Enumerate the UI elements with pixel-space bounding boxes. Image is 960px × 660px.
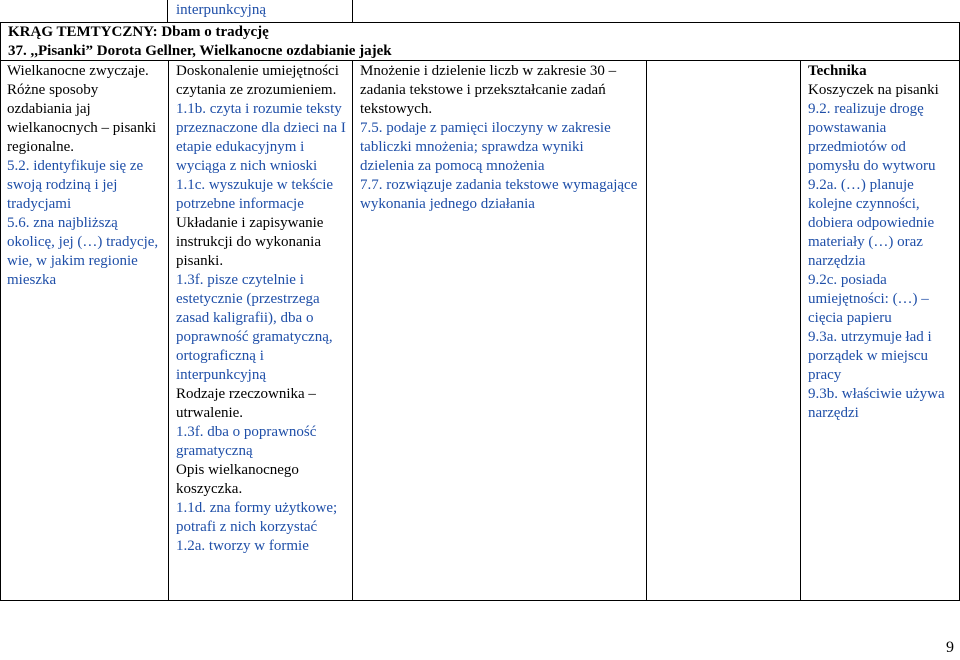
lesson-table	[0, 60, 960, 601]
cell-paragraph: Układanie i zapisywanie instrukcji do wykonania pisanki.	[176, 215, 324, 269]
cell-paragraph: Opis wielkanocnego koszyczka.	[176, 462, 299, 497]
page-number: 9	[946, 639, 954, 656]
cell-paragraph: Rodzaje rzeczownika – utrwalenie.	[176, 386, 316, 421]
column-technology	[800, 61, 960, 600]
cell-paragraph: 5.6. zna najbliższą okolicę, jej (…) tradycje, wie, w jakim regionie mieszka	[7, 215, 159, 288]
continuation-text: interpunkcyjną	[176, 2, 266, 18]
cell-paragraph: 9.3a. utrzymuje ład i porządek w miejscu pracy	[808, 329, 932, 383]
cell-paragraph: 7.5. podaje z pamięci iloczyny w zakresie tabliczki mnożenia; sprawdza wyniki dzielenia za pomocą mnożenia	[360, 120, 611, 174]
cell-paragraph: Doskonalenie umiejętności czytania ze zrozumieniem.	[176, 63, 339, 98]
cell-paragraph: 9.3b. właściwie używa narzędzi	[808, 386, 945, 421]
cell-paragraph: 1.3f. pisze czytelnie i estetycznie (przestrzega zasad kaligrafii), dba o poprawność gramatyczną, ortograficzną i interpunkcyjną	[176, 272, 333, 383]
column-social-education	[0, 61, 168, 600]
lesson-title: 37. ,,Pisanki” Dorota Gellner, Wielkanocne ozdabianie jajek	[8, 43, 392, 59]
cell-paragraph: 9.2a. (…) planuje kolejne czynności, dobiera odpowiednie materiały (…) oraz narzędzia	[808, 177, 935, 269]
column-mathematics	[352, 61, 646, 600]
cell-paragraph: 9.2c. posiada umiejętności: (…) – cięcia papieru	[808, 272, 929, 326]
theme-title: KRĄG TEMTYCZNY: Dbam o tradycję	[8, 24, 269, 40]
cell-paragraph: 1.2a. tworzy w formie	[176, 538, 309, 554]
column-empty	[646, 61, 800, 600]
cell-paragraph: 7.7. rozwiązuje zadania tekstowe wymagające wykonania jednego działania	[360, 177, 638, 212]
cell-paragraph: Technika	[808, 63, 867, 79]
cell-paragraph: 9.2. realizuje drogę powstawania przedmiotów od pomysłu do wytworu	[808, 101, 936, 174]
cell-paragraph: 1.1c. wyszukuje w tekście potrzebne informacje	[176, 177, 334, 212]
continuation-cell	[167, 0, 353, 22]
cell-paragraph: Wielkanocne zwyczaje.	[7, 63, 149, 79]
cell-paragraph: Mnożenie i dzielenie liczb w zakresie 30 – zadania tekstowe i przekształcanie zadań tekstowych.	[360, 63, 617, 117]
cell-paragraph: 1.1d. zna formy użytkowe; potrafi z nich korzystać	[176, 500, 338, 535]
cell-paragraph: 5.2. identyfikuje się ze swoją rodziną i jej tradycjami	[7, 158, 144, 212]
cell-paragraph: Koszyczek na pisanki	[808, 82, 939, 98]
cell-paragraph: 1.3f. dba o poprawność gramatyczną	[176, 424, 317, 459]
cell-paragraph: 1.1b. czyta i rozumie teksty przeznaczone dla dzieci na I etapie edukacyjnym i wyciąga z nich wnioski	[176, 101, 346, 174]
lesson-header	[0, 22, 960, 61]
column-polish-language	[168, 61, 352, 600]
cell-paragraph: Różne sposoby ozdabiania jaj wielkanocnych – pisanki regionalne.	[7, 82, 157, 155]
